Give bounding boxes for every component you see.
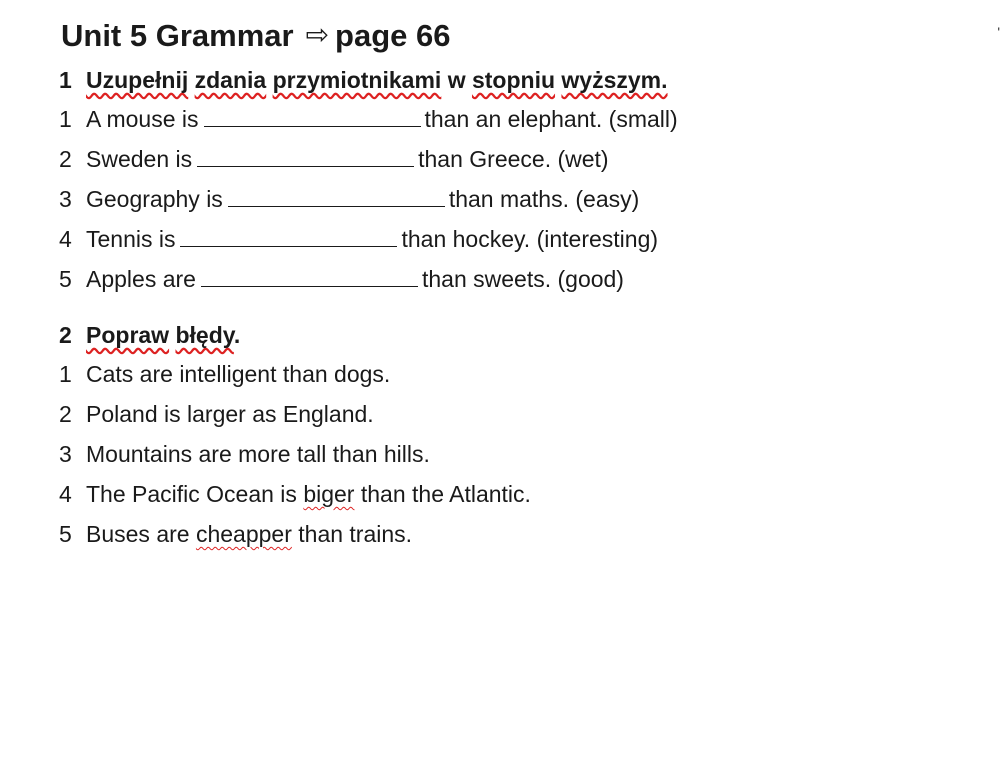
answer-blank[interactable] <box>228 186 445 207</box>
exercise-2-item <box>59 520 412 548</box>
item-text-before: Apples are <box>86 266 196 292</box>
answer-blank[interactable] <box>197 146 414 167</box>
item-text-before: Tennis is <box>86 226 176 252</box>
item-text-before: Buses are <box>86 521 190 547</box>
item-text-before: A mouse is <box>86 106 199 132</box>
exercise-2-item <box>59 480 531 508</box>
instruction-word: przymiotnikami <box>272 67 442 93</box>
item-number: 4 <box>59 226 72 252</box>
instruction-word: Popraw <box>86 322 170 348</box>
answer-blank[interactable] <box>204 106 421 127</box>
exercise-2-item <box>59 360 390 388</box>
exercise-2-item <box>59 440 430 468</box>
page-title <box>61 18 451 55</box>
misspelled-word: biger <box>303 481 355 507</box>
item-number: 1 <box>59 361 72 387</box>
instruction-word: zdania <box>194 67 267 93</box>
exercise-2-heading <box>59 321 240 349</box>
exercise-1-item <box>59 225 658 253</box>
item-number: 2 <box>59 146 72 172</box>
instruction-word: Uzupełnij <box>86 67 189 93</box>
item-number: 2 <box>59 401 72 427</box>
item-number: 5 <box>59 521 72 547</box>
exercise-1-item <box>59 105 678 133</box>
item-text: Cats are intelligent than dogs. <box>86 361 391 387</box>
item-text-after: than the Atlantic. <box>360 481 531 507</box>
item-number: 3 <box>59 186 72 212</box>
item-text-before: Geography is <box>86 186 223 212</box>
exercise-1-item <box>59 265 624 293</box>
instruction-word: stopniu <box>471 67 556 93</box>
answer-blank[interactable] <box>180 226 397 247</box>
item-text-after: than hockey. (interesting) <box>401 226 659 252</box>
exercise-1-heading <box>59 66 668 94</box>
instruction-word: błędy <box>175 322 234 348</box>
exercise-1-item <box>59 185 639 213</box>
item-text-after: than an elephant. (small) <box>424 106 678 132</box>
exercise-2-item <box>59 400 374 428</box>
item-text-before: The Pacific Ocean is <box>86 481 297 507</box>
item-text-after: than sweets. (good) <box>421 266 624 292</box>
item-text: Mountains are more tall than hills. <box>86 441 430 467</box>
answer-blank[interactable] <box>201 266 418 287</box>
instruction-word: . <box>233 322 241 348</box>
item-text-after: than Greece. (wet) <box>418 146 609 172</box>
item-number: 5 <box>59 266 72 292</box>
item-text: Poland is larger as England. <box>86 401 374 427</box>
item-number: 4 <box>59 481 72 507</box>
right-arrow-icon: ⇨ <box>305 19 330 50</box>
item-text-after: than trains. <box>298 521 413 547</box>
exercise-1-item <box>59 145 609 173</box>
exercise-1-number: 1 <box>59 67 72 93</box>
item-text-before: Sweden is <box>86 146 193 172</box>
edge-mark: ' <box>997 24 1000 40</box>
item-number: 1 <box>59 106 72 132</box>
title-unit: Unit 5 Grammar <box>61 18 294 53</box>
item-text-after: than maths. (easy) <box>448 186 640 212</box>
item-number: 3 <box>59 441 72 467</box>
title-page: page 66 <box>335 18 451 53</box>
misspelled-word: cheapper <box>195 521 292 547</box>
exercise-2-number: 2 <box>59 322 72 348</box>
instruction-word: w <box>447 67 466 93</box>
instruction-word: wyższym. <box>561 67 668 93</box>
